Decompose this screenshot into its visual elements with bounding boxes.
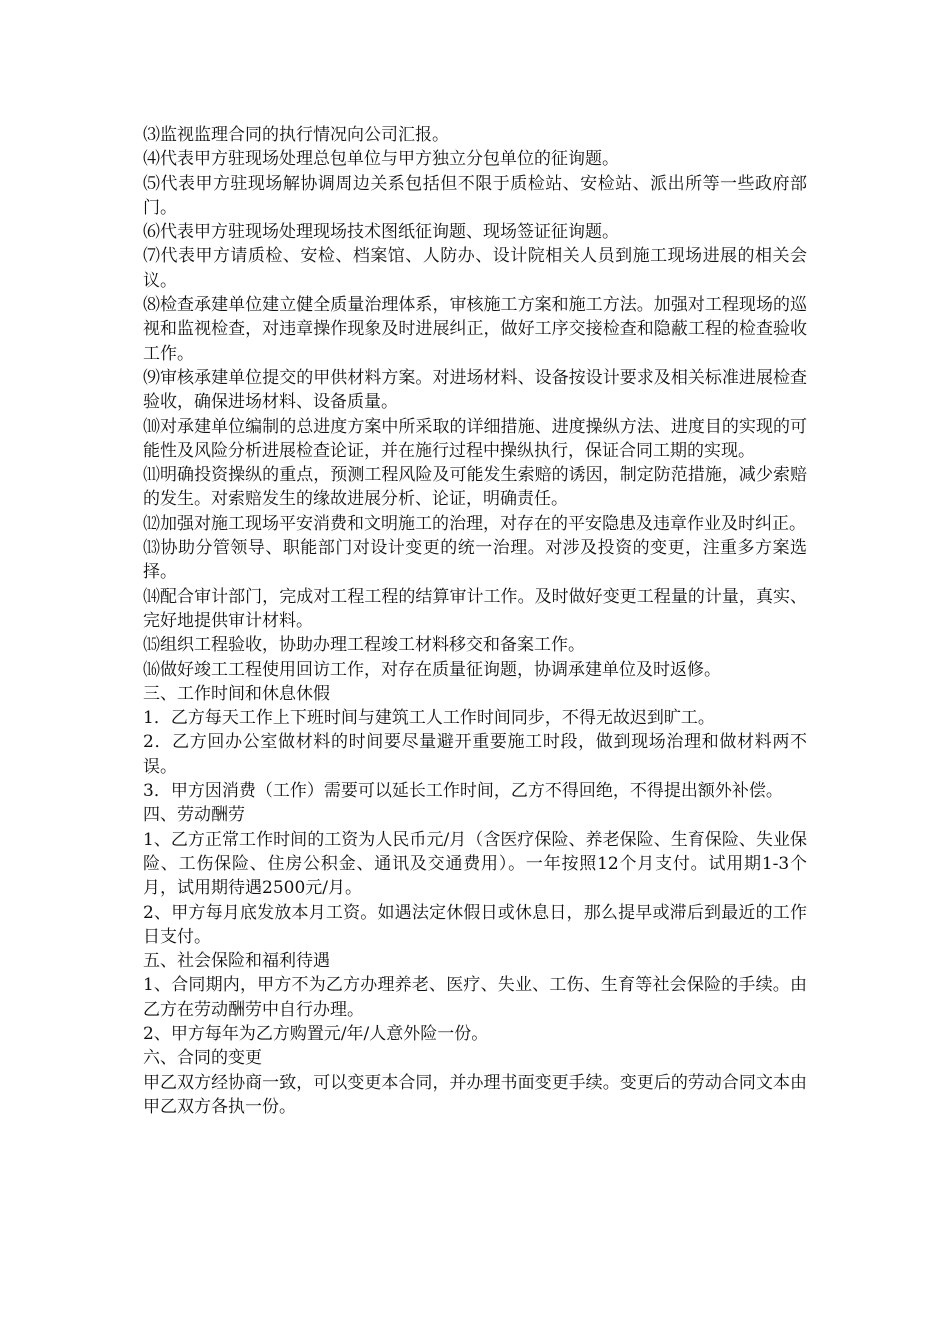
clause-8: ⑻检查承建单位建立健全质量治理体系，审核施工方案和施工方法。加强对工程现场的巡视和监视检查，对违章操作现象及时进展纠正，做好工序交接检查和隐蔽工程的检查验收工作。: [143, 295, 807, 364]
clause-15: ⒂组织工程验收，协助办理工程竣工材料移交和备案工作。: [143, 635, 585, 656]
insurance-item-2: 2、甲方每年为乙方购置元/年/人意外险一份。: [143, 1023, 489, 1044]
work-hours-item-3: 3．甲方因消费（工作）需要可以延长工作时间，乙方不得回绝，不得提出额外补偿。: [143, 781, 783, 802]
clause-9: ⑼审核承建单位提交的甲供材料方案。对进场材料、设备按设计要求及相关标准进展检查验收，确保进场材料、设备质量。: [143, 367, 807, 413]
section-heading-insurance: 五、社会保险和福利待遇: [143, 951, 330, 972]
clause-3: ⑶监视监理合同的执行情况向公司汇报。: [143, 125, 449, 145]
clause-4: ⑷代表甲方驻现场处理总包单位与甲方独立分包单位的征询题。: [143, 149, 619, 170]
contract-change-text: 甲乙双方经协商一致，可以变更本合同，并办理书面变更手续。变更后的劳动合同文本由甲乙双方各执一份。: [143, 1072, 807, 1117]
clause-6: ⑹代表甲方驻现场处理现场技术图纸征询题、现场签证征询题。: [143, 222, 619, 243]
clause-7: ⑺代表甲方请质检、安检、档案馆、人防办、设计院相关人员到施工现场进展的相关会议。: [143, 246, 807, 291]
clause-10: ⑽对承建单位编制的总进度方案中所采取的详细措施、进度操纵方法、进度目的实现的可能性及风险分析进展检查论证，并在施行过程中操纵执行，保证合同工期的实现。: [143, 416, 807, 461]
clause-12: ⑿加强对施工现场平安消费和文明施工的治理，对存在的平安隐患及违章作业及时纠正。: [143, 513, 806, 534]
section-heading-work-hours: 三、工作时间和休息休假: [143, 683, 330, 704]
clause-16: ⒃做好竣工工程使用回访工作，对存在质量征询题，协调承建单位及时返修。: [143, 659, 721, 680]
remuneration-item-1: 1、乙方正常工作时间的工资为人民币元/月（含医疗保险、养老保险、生育保险、失业保险、工伤保险、住房公积金、通讯及交通费用）。一年按照12个月支付。试用期1-3个月，试用期待遇2500元/月。: [143, 829, 807, 899]
section-heading-remuneration: 四、劳动酬劳: [143, 805, 245, 826]
work-hours-item-2: 2．乙方回办公室做材料的时间要尽量避开重要施工时段，做到现场治理和做材料两不误。: [143, 732, 807, 777]
clause-5: ⑸代表甲方驻现场解协调周边关系包括但不限于质检站、安检站、派出所等一些政府部门。: [143, 173, 807, 218]
remuneration-item-2: 2、甲方每月底发放本月工资。如遇法定休假日或休息日，那么提早或滞后到最近的工作日支付。: [143, 902, 807, 947]
clause-13: ⒀协助分管领导、职能部门对设计变更的统一治理。对涉及投资的变更，注重多方案选择。: [143, 538, 807, 583]
clause-14: ⒁配合审计部门，完成对工程工程的结算审计工作。及时做好变更工程量的计量，真实、完好地提供审计材料。: [143, 586, 807, 631]
clause-11: ⑾明确投资操纵的重点，预测工程风险及可能发生索赔的诱因，制定防范措施，减少索赔的发生。对索赔发生的缘故进展分析、论证，明确责任。: [143, 465, 807, 510]
insurance-item-1: 1、合同期内，甲方不为乙方办理养老、医疗、失业、工伤、生育等社会保险的手续。由乙方在劳动酬劳中自行办理。: [143, 975, 807, 1020]
section-heading-contract-change: 六、合同的变更: [143, 1048, 262, 1069]
work-hours-item-1: 1．乙方每天工作上下班时间与建筑工人工作时间同步，不得无故迟到旷工。: [143, 708, 715, 729]
document-body: [143, 123, 807, 1119]
